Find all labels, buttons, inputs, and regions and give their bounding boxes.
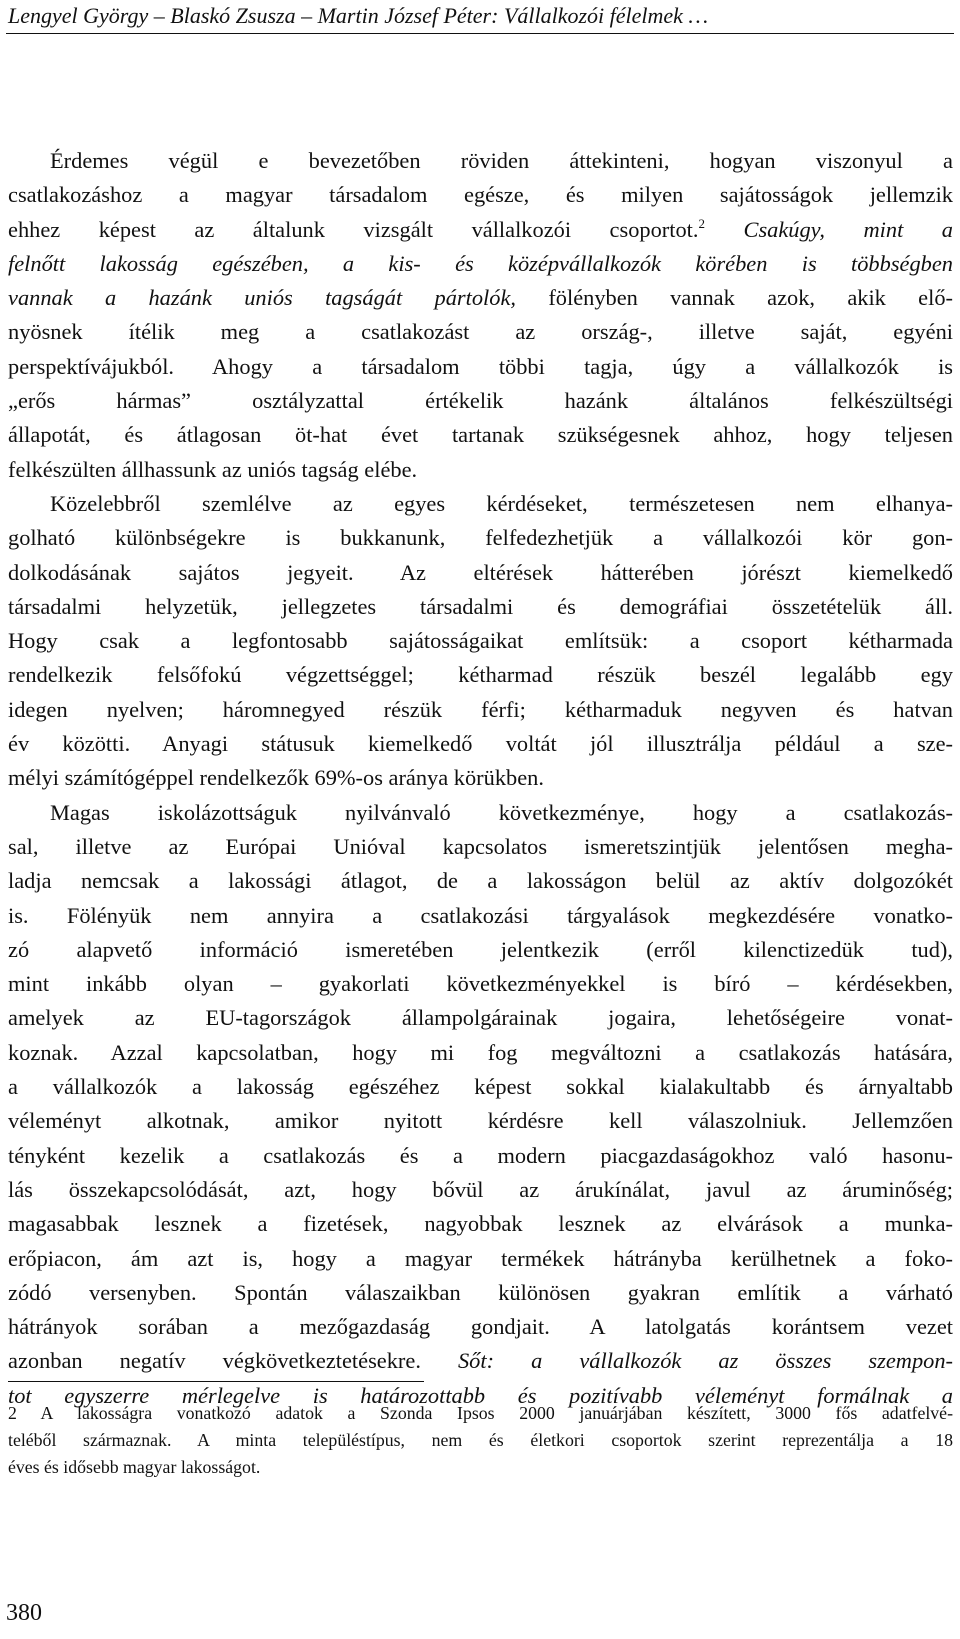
- footnote-line: 2 A lakosságra vonatkozó adatok a Szonda Ipsos 2000 januárjában készített, 3000 fős adatfelvé-: [8, 1403, 953, 1423]
- text-run: Hogy csak a legfontosabb sajátosságaikat említsük: a csoport kétharmada: [8, 628, 953, 654]
- body-line: [8, 933, 953, 967]
- body-line: [8, 1242, 953, 1276]
- footnote: [8, 1400, 953, 1481]
- text-run: Közelebbről szemlélve az egyes kérdéseket, természetesen nem elhanya-: [50, 490, 953, 516]
- italic-text: tot egyszerre mérlegelve is határozottabb és pozitívabb véleményt formálnak a: [8, 1382, 953, 1408]
- body-line: [8, 727, 953, 761]
- body-line: [8, 247, 953, 281]
- body-line: [8, 178, 953, 212]
- text-run: hátrányok sorában a mezőgazdaság gondjait. A latolgatás korántsem vezet: [8, 1314, 953, 1340]
- italic-text: felnőtt lakosság egészében, a kis- és középvállalkozók körében is többségben: [8, 250, 953, 276]
- body-line: [8, 693, 953, 727]
- footnote-line: teléből származnak. A minta településtípus, nem és életkori csoportok szerint reprezentálja a 18: [8, 1430, 953, 1450]
- body-line: [8, 590, 953, 624]
- text-run: sal, illetve az Európai Unióval kapcsolatos ismeretszintjük jelentősen megha-: [8, 833, 953, 859]
- italic-text: Csakúgy, mint a: [705, 216, 953, 242]
- body-line: [8, 1207, 953, 1241]
- text-run: zódó versenyben. Spontán válaszaikban különösen gyakran említik a várható: [8, 1279, 953, 1305]
- body-line: [8, 1139, 953, 1173]
- body-line: [8, 281, 953, 315]
- text-run: tényként kezelik a csatlakozás és a modern piacgazdaságokhoz való hasonu-: [8, 1142, 953, 1168]
- text-run: felkészülten állhassunk az uniós tagság elébe.: [8, 456, 418, 482]
- text-run: rendelkezik felsőfokú végzettséggel; kétharmad részük beszél legalább egy: [8, 662, 953, 688]
- body-line: [8, 556, 953, 590]
- body-line: [8, 418, 953, 452]
- body-line: [8, 144, 953, 178]
- text-run: golható különbségekre is bukkanunk, felfedezhetjük a vállalkozói kör gon-: [8, 525, 953, 551]
- body-line: [8, 487, 953, 521]
- text-run: dolkodásának sajátos jegyeit. Az eltérések hátterében jórészt kiemelkedő: [8, 559, 953, 585]
- text-run: Magas iskolázottságuk nyilvánvaló következménye, hogy a csatlakozás-: [50, 799, 953, 825]
- text-run: lás összekapcsolódását, azt, hogy bővül az árukínálat, javul az áruminőség;: [8, 1176, 953, 1202]
- body-line: [8, 796, 953, 830]
- body-line: [8, 1310, 953, 1344]
- text-run: zó alapvető információ ismeretében jelentkezik (erről kilenctizedük tud),: [8, 936, 953, 962]
- body-line: [8, 761, 953, 795]
- italic-text: Sőt: a vállalkozók az összes szempon-: [420, 1348, 953, 1374]
- text-run: idegen nyelven; háromnegyed részük férfi; kétharmaduk negyven és hatvan: [8, 696, 953, 722]
- body-line: [8, 624, 953, 658]
- text-run: ladja nemcsak a lakossági átlagot, de a lakosságon belül az aktív dolgozókét: [8, 868, 953, 894]
- text-run: is. Fölényük nem annyira a csatlakozási tárgyalások megkezdésére vonatko-: [8, 902, 953, 928]
- text-run: a vállalkozók a lakosság egészéhez képest sokkal kialakultabb és árnyaltabb: [8, 1074, 953, 1100]
- footnote-rule: [8, 1381, 424, 1382]
- text-run: erőpiacon, ám azt is, hogy a magyar termékek hátrányba kerülhetnek a foko-: [8, 1245, 953, 1271]
- body-line: [8, 1173, 953, 1207]
- text-run: fölényben vannak azok, akik elő-: [516, 285, 953, 311]
- body-line: [8, 1001, 953, 1035]
- text-run: csatlakozáshoz a magyar társadalom egésze, és milyen sajátosságok jellemzik: [8, 182, 953, 208]
- page-number: 380: [6, 1600, 42, 1626]
- text-run: véleményt alkotnak, amikor nyitott kérdésre kell válaszolniuk. Jellemzően: [8, 1108, 953, 1134]
- text-run: „erős hármas” osztályzattal értékelik hazánk általános felkészültségi: [8, 388, 953, 414]
- body-line: [8, 899, 953, 933]
- text-run: mint inkább olyan – gyakorlati következményekkel is bíró – kérdésekben,: [8, 971, 953, 997]
- body-line: [8, 1104, 953, 1138]
- body-line: [8, 1344, 953, 1378]
- text-run: Érdemes végül e bevezetőben röviden áttekinteni, hogyan viszonyul a: [50, 148, 953, 173]
- text-run: ehhez képest az általunk vizsgált vállalkozói csoportot.: [8, 216, 699, 242]
- body-line: [8, 658, 953, 692]
- text-run: állapotát, és átlagosan öt-hat évet tartanak szükségesnek ahhoz, hogy teljesen: [8, 422, 953, 448]
- body-line: [8, 384, 953, 418]
- text-run: magasabbak lesznek a fizetések, nagyobbak lesznek az elvárások a munka-: [8, 1211, 953, 1237]
- text-run: perspektívájukból. Ahogy a társadalom többi tagja, úgy a vállalkozók is: [8, 353, 953, 379]
- body-line: [8, 1070, 953, 1104]
- body-line: [8, 830, 953, 864]
- body-line: [8, 864, 953, 898]
- footnote-reference[interactable]: 2: [698, 215, 705, 231]
- text-run: nyösnek ítélik meg a csatlakozást az ország-, illetve saját, egyéni: [8, 319, 953, 345]
- body-line: [8, 1036, 953, 1070]
- footnote-line: éves és idősebb magyar lakosságot.: [8, 1457, 261, 1477]
- body-line: [8, 967, 953, 1001]
- text-run: azonban negatív végkövetkeztetésekre.: [8, 1348, 421, 1374]
- running-header: Lengyel György – Blaskó Zsusza – Martin József Péter: Vállalkozói félelmek …: [8, 3, 709, 28]
- body-line: [8, 453, 953, 487]
- body-line: [8, 213, 953, 247]
- body-line: [8, 315, 953, 349]
- body-line: [8, 1276, 953, 1310]
- header-rule: [6, 33, 954, 34]
- text-run: év közötti. Anyagi státusuk kiemelkedő voltát jól illusztrálja például a sze-: [8, 731, 953, 757]
- body-line: [8, 350, 953, 384]
- body-text: [8, 144, 953, 1413]
- text-run: társadalmi helyzetük, jellegzetes társadalmi és demográfiai összetételük áll.: [8, 593, 953, 619]
- text-run: amelyek az EU-tagországok állampolgárainak jogaira, lehetőségeire vonat-: [8, 1005, 953, 1031]
- italic-text: vannak a hazánk uniós tagságát pártolók,: [8, 285, 516, 311]
- text-run: koznak. Azzal kapcsolatban, hogy mi fog megváltozni a csatlakozás hatására,: [8, 1039, 953, 1065]
- text-run: mélyi számítógéppel rendelkezők 69%-os aránya körükben.: [8, 765, 544, 791]
- body-line: [8, 521, 953, 555]
